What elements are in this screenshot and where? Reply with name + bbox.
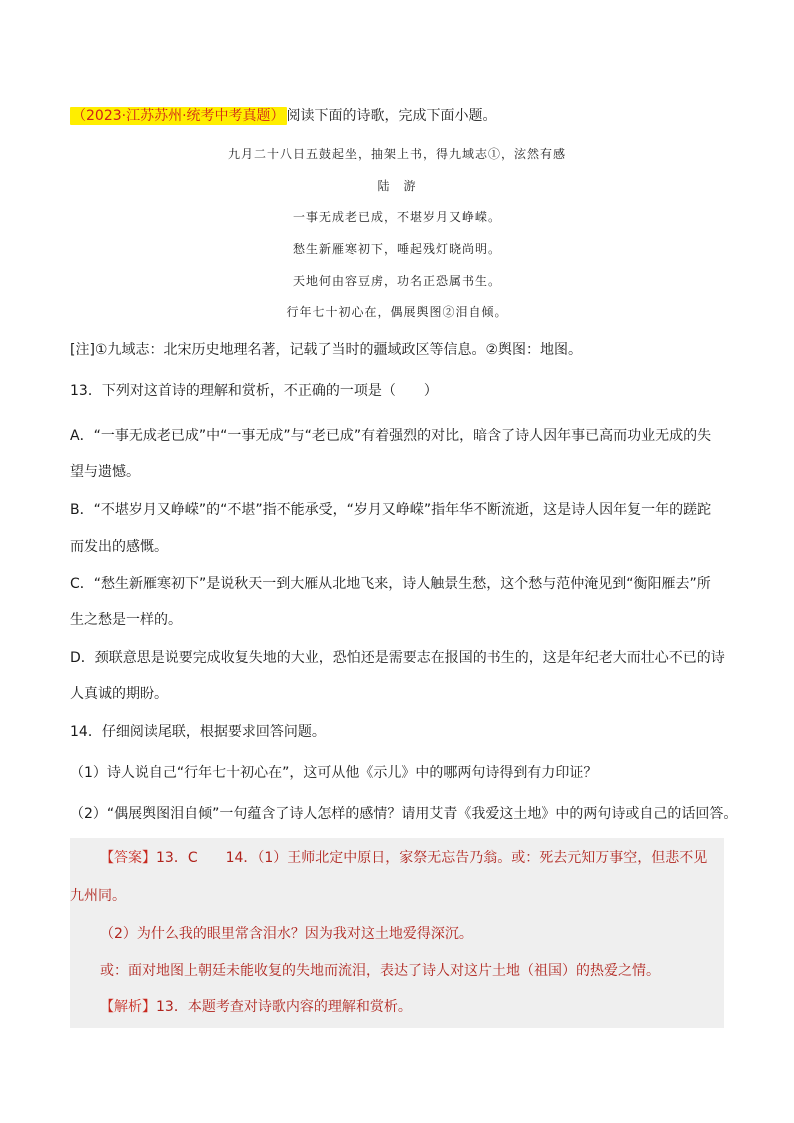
poem-line: 天地何由容豆虏，功名正恐属书生。 xyxy=(292,274,501,288)
q13-stem: 13．下列对这首诗的理解和赏析，不正确的一项是（ ） xyxy=(70,383,438,399)
answer-line: 或：面对地图上朝廷未能收复的失地而流泪，表达了诗人对这片土地（祖国）的热爱之情。 xyxy=(100,963,660,979)
option-c-cont: 生之愁是一样的。 xyxy=(70,612,182,628)
option-d-cont: 人真诚的期盼。 xyxy=(70,686,168,702)
option-a: A．“一事无成老已成”中“一事无成”与“老已成”有着强烈的对比，暗含了诗人因年事已高而功业无成的失 xyxy=(70,428,712,444)
option-b: B．“不堪岁月又峥嵘”的“不堪”指不能承受，“岁月又峥嵘”指年华不断流逝，这是诗人因年复一年的蹉跎 xyxy=(70,502,712,518)
option-d: D．颈联意思是说要完成收复失地的大业，恐怕还是需要志在报国的书生的，这是年纪老大而壮心不已的诗 xyxy=(70,650,725,666)
answer-line xyxy=(100,848,707,868)
poem-title: 九月二十八日五鼓起坐，抽架上书，得九域志①，泫然有感 xyxy=(227,147,566,161)
option-b-cont: 而发出的感慨。 xyxy=(70,539,168,555)
answer-label: 【答案】 xyxy=(100,850,156,866)
intro-text: 阅读下面的诗歌，完成下面小题。 xyxy=(286,108,497,124)
poem-author: 陆 游 xyxy=(377,179,417,193)
answer-text: 13．C 14．（1）王师北定中原日，家祭无忘告乃翁。或：死去元知万事空，但悲不见 xyxy=(156,850,708,866)
analysis-text: 13．本题考查对诗歌内容的理解和赏析。 xyxy=(156,999,412,1015)
analysis-label: 【解析】 xyxy=(100,999,156,1015)
source-tag: （2023·江苏苏州·统考中考真题） xyxy=(72,108,285,124)
question-header xyxy=(70,106,497,126)
q14-stem: 14．仔细阅读尾联，根据要求回答问题。 xyxy=(70,724,326,740)
answer-line: （2）为什么我的眼里常含泪水？因为我对这土地爱得深沉。 xyxy=(100,926,473,942)
answer-line-cont: 九州同。 xyxy=(70,888,126,904)
q14-sub2: （2）“偶展舆图泪自倾”一句蕴含了诗人怎样的感情？请用艾青《我爱这土地》中的两句诗或自己的话回答。 xyxy=(70,806,738,822)
analysis-line xyxy=(100,997,412,1017)
poem-line: 愁生新雁寒初下，唾起残灯晓尚明。 xyxy=(292,242,501,256)
poem-line: 行年七十初心在，偶展舆图②泪自倾。 xyxy=(286,305,508,319)
poem-line: 一事无成老已成，不堪岁月又峥嵘。 xyxy=(292,210,501,224)
q14-sub1: （1）诗人说自己“行年七十初心在”，这可从他《示儿》中的哪两句诗得到有力印证？ xyxy=(70,765,598,781)
option-c: C．“愁生新雁寒初下”是说秋天一到大雁从北地飞来，诗人触景生愁，这个愁与范仲淹见到“衡阳雁去”所 xyxy=(70,576,711,592)
annotation-note: [注]①九域志：北宋历史地理名著，记载了当时的疆域政区等信息。②舆图：地图。 xyxy=(70,342,583,358)
option-a-cont: 望与遗憾。 xyxy=(70,464,140,480)
